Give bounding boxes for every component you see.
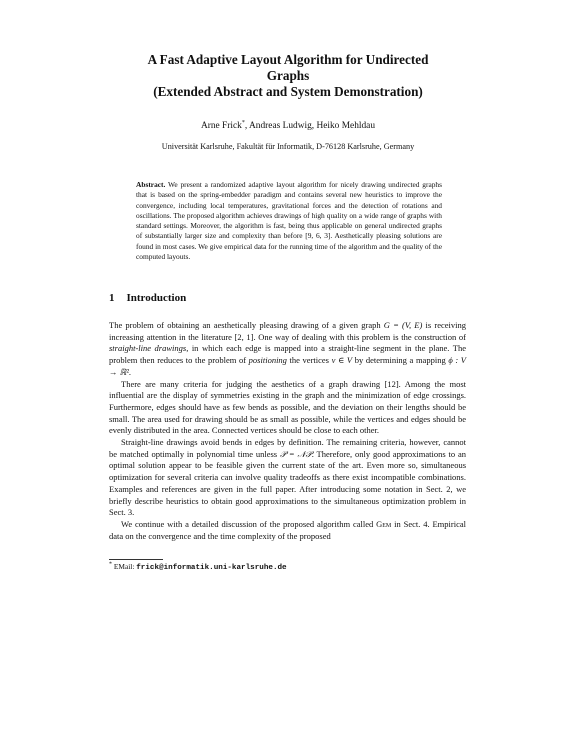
paragraph-4 xyxy=(109,519,466,542)
paragraph-2: There are many criteria for judging the aesthetics of a graph drawing [12]. Among the most influential are the display of symmetries existing in the graph and the minimization of edge crossings. Furthermore, edges should have as few bends as possible, and the deviation on their lengths should be small. The area used for drawing should be as small as possible, while the vertices and edges should be evenly distributed in the area. Connected vertices should be close to each other. xyxy=(109,378,466,436)
text-run: by determining a mapping xyxy=(352,355,449,366)
abstract-text: We present a randomized adaptive layout algorithm for nicely drawing undirected graphs that is based on the spring-embedder paradigm and contains several new heuristics to improve the convergence, including local temperatures, gravitational forces and the detection of rotations and oscillations. The proposed algorithm achieves drawings of high quality on a wide range of graphs with standard settings. Moreover, the algorithm is fast, being thus applicable on general undirected graphs of substantially larger size and complexity than before [9, 6, 3]. Aesthetically pleasing solutions are found in most cases. We give empirical data for the running time of the algorithm and the quality of the computed layouts. xyxy=(136,180,442,262)
first-author: Arne Frick xyxy=(200,121,242,131)
math-vertex: v ∈ V xyxy=(331,355,353,366)
other-authors: , Andreas Ludwig, Heiko Mehldau xyxy=(244,121,376,131)
author-footnote-mark: * xyxy=(241,119,245,126)
text-run: in Sect. 4. Empirical data on the convergence and the time complexity of the proposed xyxy=(109,518,467,541)
text-run: The problem of obtaining an aesthetically pleasing drawing of a given graph xyxy=(109,320,384,330)
emphasis-positioning: positioning xyxy=(248,355,287,366)
title-line-2: Graphs xyxy=(266,68,310,83)
text-run: the vertices xyxy=(286,355,332,366)
text-run: Straight-line drawings avoid bends in edges by definition. The remaining criteria, however, cannot be matched optimally in polynomial time unless xyxy=(109,437,466,459)
footnote-email: frick@informatik.uni-karlsruhe.de xyxy=(136,564,287,572)
section-number: 1 xyxy=(109,292,115,304)
text-run: We continue with a detailed discussion of the proposed algorithm called xyxy=(121,518,377,529)
paper-title xyxy=(100,52,476,100)
section-title: Introduction xyxy=(126,292,187,304)
emphasis-straight-line: straight-line drawings xyxy=(109,343,187,354)
author-list xyxy=(100,121,476,131)
paragraph-1 xyxy=(109,320,466,379)
title-line-3: (Extended Abstract and System Demonstration) xyxy=(153,84,423,99)
affiliation: Universität Karlsruhe, Fakultät für Informatik, D-76128 Karlsruhe, Germany xyxy=(161,142,415,151)
body-text xyxy=(109,320,466,542)
footnote-rule xyxy=(109,559,163,560)
math-mapping: ϕ : V → ℝ² xyxy=(109,355,466,377)
algorithm-name: Gem xyxy=(376,518,392,529)
text-run: . xyxy=(128,366,132,377)
text-run: , in which each edge is mapped into a straight-line segment in the plane. The problem then reduces to the problem of xyxy=(109,343,466,366)
math-p-np: 𝒫 = 𝒩𝒫 xyxy=(279,448,312,459)
paragraph-3 xyxy=(109,437,466,519)
footnote-mark: * xyxy=(109,561,112,568)
abstract-label: Abstract. xyxy=(136,180,166,189)
abstract xyxy=(136,180,442,262)
footnote xyxy=(109,562,287,572)
math-graph: G = (V, E) xyxy=(383,320,423,330)
title-line-1: A Fast Adaptive Layout Algorithm for Undirected xyxy=(147,52,429,67)
text-run: . Therefore, only good approximations to an optimal solution appear to be feasible given the current state of the art. Even more so, simultaneous optimization for several criteria can involve quality tradeoffs as there exist incompatible combinations. Examples and references are given in the full paper. After introducing some notation in Sect. 2, we briefly describe heuristics to obtain good approximations to the simultaneous optimization problem in Sect. 3. xyxy=(109,448,466,518)
text-run: is receiving increasing attention in the literature [2, 1]. One way of dealing with this problem is the construction of xyxy=(109,320,467,342)
footnote-label: EMail: xyxy=(113,562,137,571)
section-heading xyxy=(109,292,186,304)
